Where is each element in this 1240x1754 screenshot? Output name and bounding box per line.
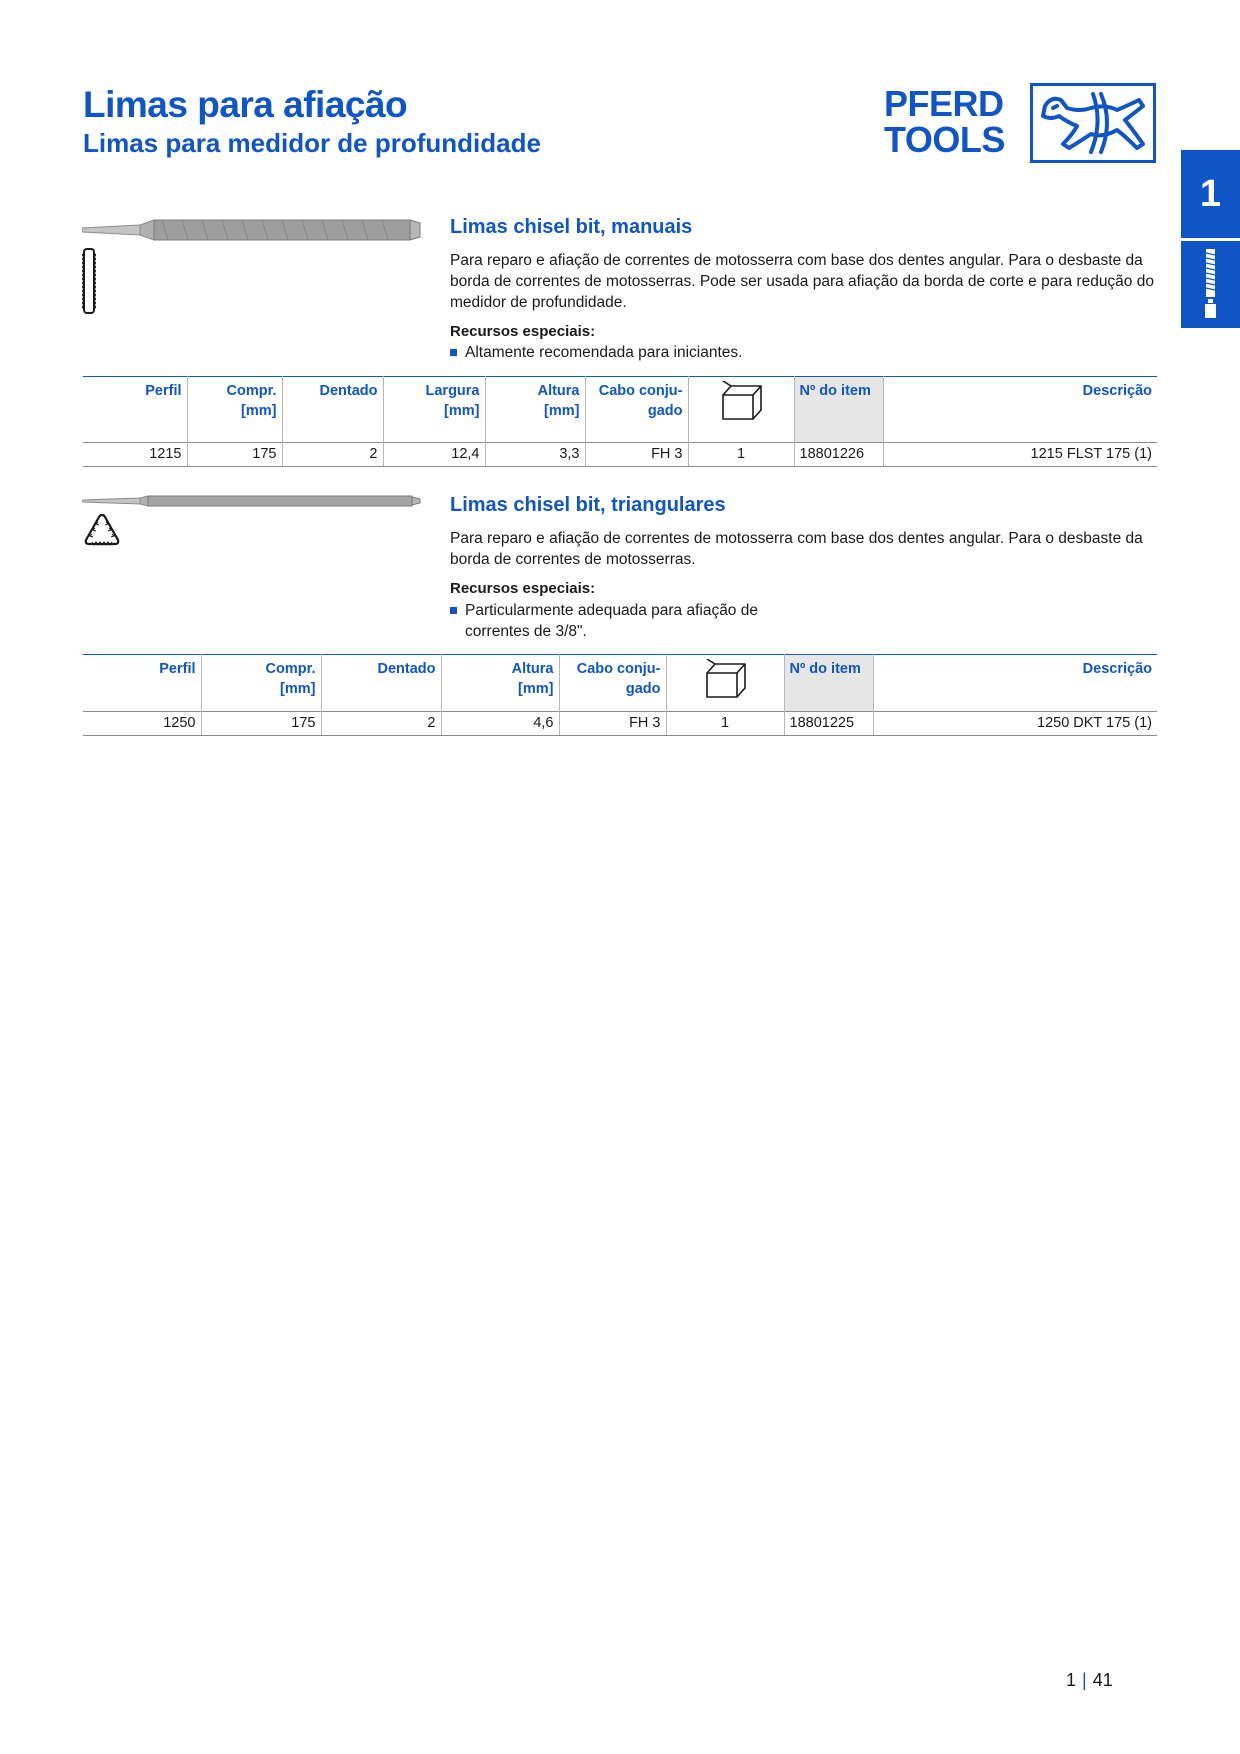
brand-logo: [884, 83, 1005, 160]
cell-largura: 12,4: [383, 443, 485, 467]
footer-page: 41: [1092, 1670, 1113, 1690]
cell-cabo: FH 3: [585, 443, 688, 467]
product-image-flat-file: [82, 217, 422, 248]
horse-logo-icon: [1030, 83, 1156, 163]
logo-line-1: PFERD: [884, 83, 1004, 124]
footer-chapter: 1: [1066, 1670, 1077, 1690]
col-cabo: Cabo conju- gado: [585, 377, 688, 443]
feature-item: Particularmente adequada para afiação de correntes de 3/8".: [450, 600, 795, 642]
page-title: Limas para afiação: [83, 84, 408, 125]
cell-cabo: FH 3: [559, 712, 666, 736]
bullet-square-icon: [450, 349, 457, 356]
col-package: [688, 377, 794, 443]
col-altura: Altura [mm]: [441, 655, 559, 712]
cell-pack: 1: [666, 712, 784, 736]
col-compr: Compr. [mm]: [187, 377, 282, 443]
product-image-triangular-file: [82, 494, 422, 513]
chapter-tab[interactable]: 1: [1181, 150, 1240, 238]
cell-altura: 4,6: [441, 712, 559, 736]
col-package: [666, 655, 784, 712]
cell-pack: 1: [688, 443, 794, 467]
cell-compr: 175: [201, 712, 321, 736]
cell-descricao: 1215 FLST 175 (1): [883, 443, 1157, 467]
col-item-number: Nº do item: [794, 377, 883, 443]
col-dentado: Dentado: [282, 377, 383, 443]
section-description-triangular: Para reparo e afiação de correntes de motosserra com base dos dentes angular. Para o desbaste da borda de correntes de motosserras.: [450, 530, 1143, 568]
col-largura: Largura [mm]: [383, 377, 485, 443]
col-altura: Altura [mm]: [485, 377, 585, 443]
package-box-icon: [703, 659, 747, 701]
col-dentado: Dentado: [321, 655, 441, 712]
features-title-triangular: Recursos especiais:: [450, 580, 596, 597]
cell-item-number: 18801225: [784, 712, 873, 736]
cell-altura: 3,3: [485, 443, 585, 467]
section-description-manual: Para reparo e afiação de correntes de motosserra com base dos dentes angular. Para o desbaste da borda de correntes de motosserras. Pode ser usada para afiação da borda de corte e para redução do medidor de profundidade.: [450, 252, 1154, 311]
col-compr: Compr. [mm]: [201, 655, 321, 712]
bullet-square-icon: [450, 607, 457, 614]
cell-compr: 175: [187, 443, 282, 467]
col-item-number: Nº do item: [784, 655, 873, 712]
cell-dentado: 2: [282, 443, 383, 467]
cell-item-number: 18801226: [794, 443, 883, 467]
cell-descricao: 1250 DKT 175 (1): [873, 712, 1157, 736]
page-number: [1066, 1670, 1113, 1691]
col-descricao: Descrição: [873, 655, 1157, 712]
table-row: [83, 712, 1157, 736]
table-row: [83, 443, 1157, 467]
cell-perfil: 1250: [83, 712, 201, 736]
features-title-manual: Recursos especiais:: [450, 323, 596, 340]
col-perfil: Perfil: [83, 377, 187, 443]
cell-perfil: 1215: [83, 443, 187, 467]
profile-flat-icon: [82, 247, 96, 320]
cell-dentado: 2: [321, 712, 441, 736]
spec-table-manual: [83, 376, 1157, 467]
col-perfil: Perfil: [83, 655, 201, 712]
section-title-triangular: Limas chisel bit, triangulares: [450, 494, 726, 516]
chapter-file-icon: [1181, 241, 1240, 328]
footer-separator: |: [1082, 1670, 1087, 1690]
profile-triangular-icon: [82, 512, 122, 553]
col-cabo: Cabo conju- gado: [559, 655, 666, 712]
package-box-icon: [719, 381, 763, 423]
col-descricao: Descrição: [883, 377, 1157, 443]
section-title-manual: Limas chisel bit, manuais: [450, 216, 693, 238]
page-subtitle: Limas para medidor de profundidade: [83, 128, 541, 158]
feature-item: Altamente recomendada para iniciantes.: [450, 342, 742, 363]
logo-line-2: TOOLS: [884, 119, 1005, 160]
spec-table-triangular: [83, 654, 1157, 736]
